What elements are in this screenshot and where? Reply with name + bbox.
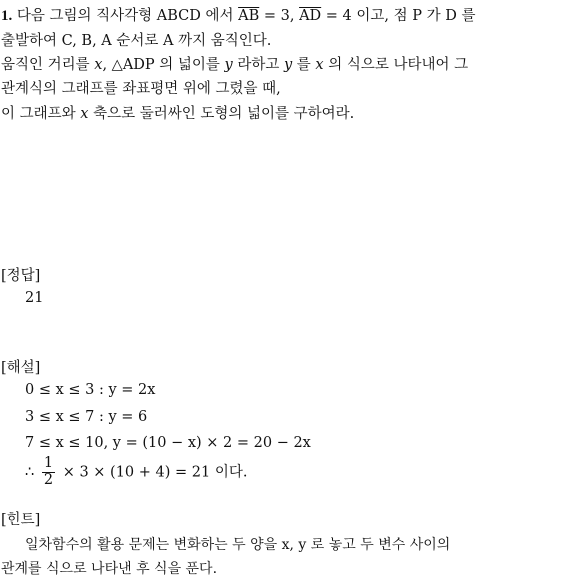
problem-text: 축으로 둘러싸인 도형의 넓이를 구하여라.: [93, 106, 355, 122]
solution-case-3: 7 ≤ x ≤ 10, y = (10 − x) × 2 = 20 − 2x: [25, 435, 311, 451]
hint-line-2: 관계를 식으로 나타낸 후 식을 푼다.: [1, 561, 218, 577]
problem-line-2: 출발하여 C, B, A 순서로 A 까지 움직인다.: [1, 33, 272, 49]
variable-x: x: [315, 57, 324, 73]
fraction-numerator: 1: [43, 455, 54, 471]
problem-line-3: [1, 53, 468, 74]
solution-final: [25, 456, 247, 489]
answer-value: 21: [25, 290, 44, 306]
therefore-symbol: ∴: [25, 464, 35, 481]
solution-header: [해설]: [1, 360, 41, 376]
problem-text: 움직인 거리를: [1, 57, 90, 73]
fraction-denominator: 2: [43, 471, 54, 488]
fraction-one-half: [42, 456, 55, 489]
problem-text: 를: [296, 57, 311, 73]
problem-text: 의 식으로 나타내어 그: [328, 57, 469, 73]
variable-y: y: [224, 57, 233, 73]
problem-text: 라하고: [237, 57, 280, 73]
variable-y: y: [283, 57, 293, 73]
segment-ad: $\overline{AD}$: [299, 8, 322, 24]
problem-line-5: [1, 102, 354, 123]
solution-case-1: 0 ≤ x ≤ 3 : y = 2x: [25, 382, 156, 398]
variable-x: x: [94, 57, 103, 73]
answer-header: [정답]: [1, 268, 41, 284]
problem-line-1: [1, 4, 475, 25]
problem-text: , △ADP 의 넓이를: [102, 57, 220, 73]
variable-x: x: [80, 106, 89, 122]
ad-value: = 4 이고, 점 P 가 D 를: [325, 8, 476, 24]
hint-line-1: 일차함수의 활용 문제는 변화하는 두 양을 x, y 로 놓고 두 변수 사이의: [25, 537, 451, 553]
ab-value: = 3,: [263, 8, 295, 24]
problem-text: 다음 그림의 직사각형 ABCD 에서: [16, 8, 234, 24]
problem-number: 1.: [1, 8, 13, 24]
problem-line-4: 관계식의 그래프를 좌표평면 위에 그렸을 때,: [1, 81, 281, 97]
solution-case-2: 3 ≤ x ≤ 7 : y = 6: [25, 409, 148, 425]
segment-ab: $\overline{AB}$: [238, 8, 260, 24]
hint-header: [힌트]: [1, 512, 41, 528]
problem-text: 이 그래프와: [1, 106, 76, 122]
final-expression: × 3 × (10 + 4) = 21 이다.: [62, 464, 248, 481]
